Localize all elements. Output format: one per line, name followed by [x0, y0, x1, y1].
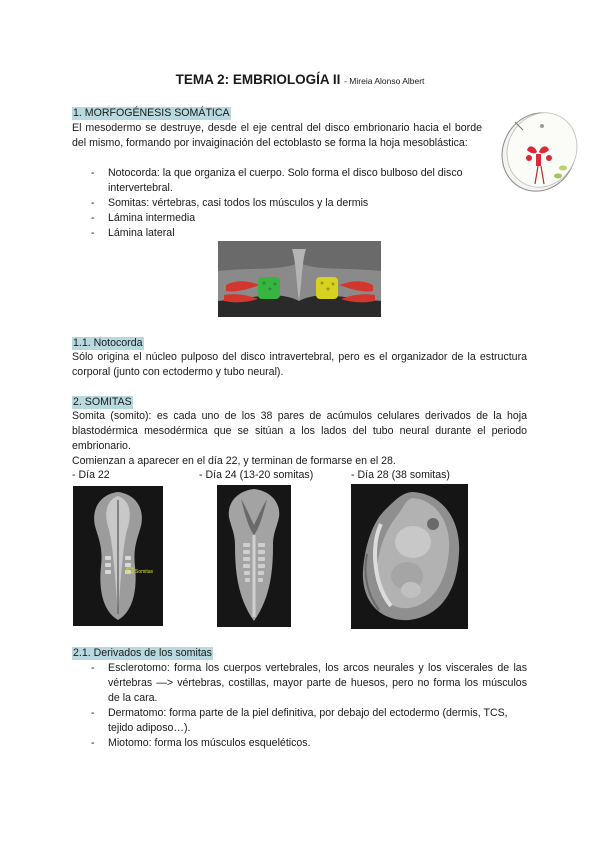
embryo-day-28-image — [351, 484, 468, 629]
somita-timeline-text: Comienzan a aparecer en el día 22, y terminan de formarse en el 28. — [72, 455, 396, 467]
page-title — [0, 72, 600, 89]
section-intro-text: El mesodermo se destruye, desde el eje central del disco embrionario hacia el borde del mismo, formando por invaiginación del ectoblasto se forma la hoja mesoblástica: — [72, 122, 482, 149]
embryo-day-24-image — [217, 485, 291, 627]
section-heading-derivados: 2.1. Derivados de los somitas — [73, 647, 212, 659]
somitas-image-label: Somitas — [135, 569, 154, 575]
embryonic-disc-illustration — [493, 106, 579, 196]
title-main: TEMA 2: EMBRIOLOGÍA II — [175, 72, 341, 87]
notocorda-text: Sólo origina el núcleo pulposo del disco intravertebral, pero es el organizador de la estructura corporal (junto con ectodermo y tubo neural). — [72, 351, 527, 378]
label-day-22: - Día 22 — [72, 469, 110, 481]
label-day-24: - Día 24 (13-20 somitas) — [199, 469, 314, 481]
list-item: - Lámina lateral — [91, 227, 175, 239]
list-item: - Somitas: vértebras, casi todos los músculos y la dermis — [91, 197, 369, 209]
section-heading-notocorda: 1.1. Notocorda — [73, 337, 143, 349]
list-item: - Miotomo: forma los músculos esqueléticos. — [91, 737, 311, 749]
section-heading-morfogenesis: 1. MORFOGÉNESIS SOMÁTICA — [73, 107, 230, 119]
label-day-28: - Día 28 (38 somitas) — [351, 469, 450, 481]
somite-cross-section-image — [218, 241, 381, 317]
embryo-day-22-image — [73, 486, 163, 626]
list-item: - Esclerotomo: forma los cuerpos vertebrales, los arcos neurales y los viscerales de las vértebras —> vértebras, costillas, mayor parte de huesos, pero no forma los músculos de la cara. — [91, 662, 527, 704]
list-item: - Lámina intermedia — [91, 212, 196, 224]
section-heading-somitas: 2. SOMITAS — [73, 396, 132, 408]
list-item: - Dermatomo: forma parte de la piel definitiva, por debajo del ectodermo (dermis, TCS, tejido adiposo…). — [91, 707, 508, 734]
list-item: - Notocorda: la que organiza el cuerpo. Solo forma el disco bulboso del disco intervertebral. — [91, 167, 463, 194]
mesoderm-list — [72, 166, 482, 241]
somita-definition: Somita (somito): es cada uno de los 38 pares de acúmulos celulares derivados de la hoja blastodérmica mesodérmica que se sitúan a los lados del tubo neural durante el periodo embrionario. — [72, 410, 527, 452]
title-author: - Mireia Alonso Albert — [344, 76, 425, 86]
derivados-list — [72, 661, 527, 751]
